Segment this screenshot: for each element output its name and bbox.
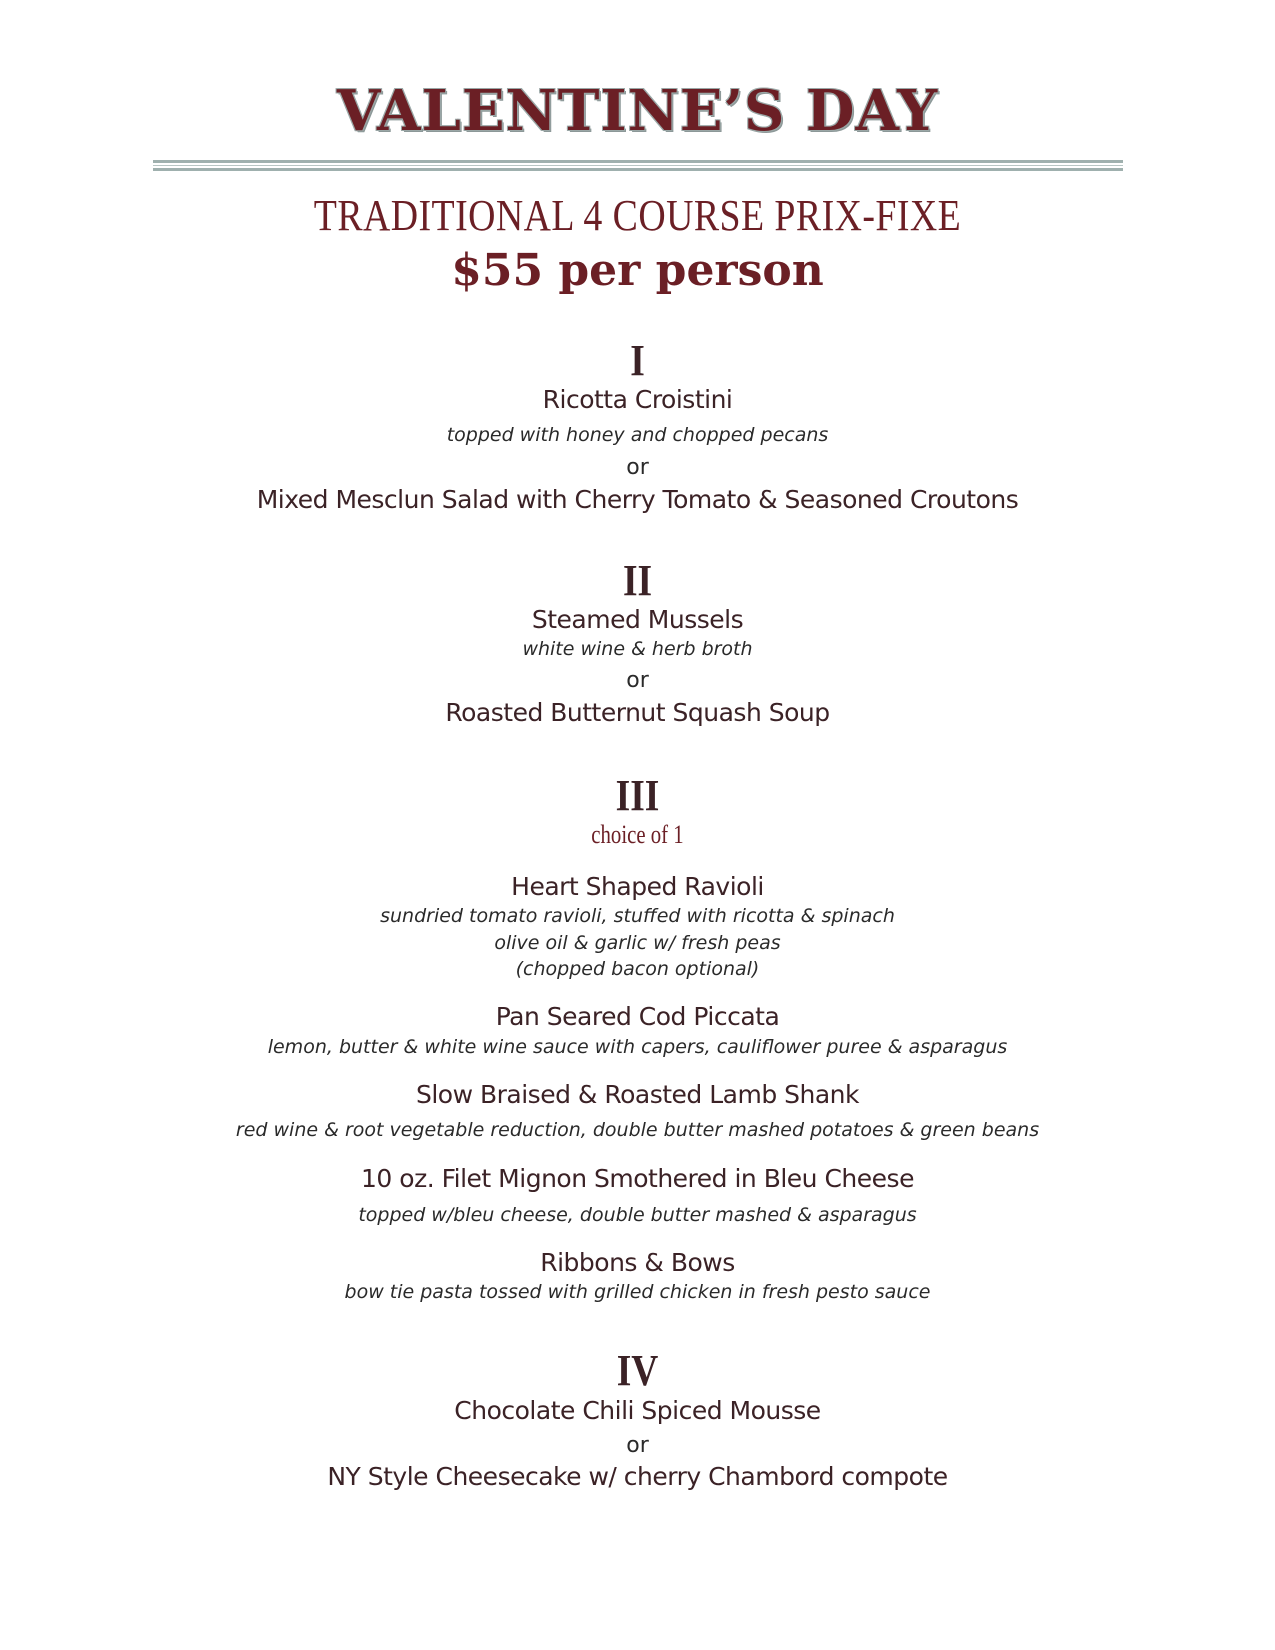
dish-name: Ribbons & Bows <box>540 1248 735 1277</box>
dish-name: Roasted Butternut Squash Soup <box>445 698 830 727</box>
or-separator: or <box>626 668 649 693</box>
menu-subtitle: TRADITIONAL 4 COURSE PRIX-FIXE <box>313 191 962 240</box>
page-title: VALENTINE’S DAY <box>336 78 939 144</box>
or-separator: or <box>626 1433 649 1458</box>
or-separator: or <box>626 455 649 480</box>
dish-name: Heart Shaped Ravioli <box>511 872 764 901</box>
dish-description: topped w/bleu cheese, double butter mashed & asparagus <box>358 1204 917 1226</box>
dish-description: white wine & herb broth <box>522 638 753 660</box>
dish-name: NY Style Cheesecake w/ cherry Chambord compote <box>327 1462 948 1491</box>
dish-description: olive oil & garlic w/ fresh peas <box>494 932 781 954</box>
course-numeral: III <box>615 771 660 820</box>
dish-description: sundried tomato ravioli, stuffed with ricotta & spinach <box>380 905 895 927</box>
dish-description: bow tie pasta tossed with grilled chicken in fresh pesto sauce <box>344 1281 931 1303</box>
dish-description: lemon, butter & white wine sauce with capers, cauliflower puree & asparagus <box>267 1036 1008 1058</box>
dish-name: Pan Seared Cod Piccata <box>495 1002 780 1031</box>
menu-price: $55 per person <box>451 245 824 296</box>
dish-name: 10 oz. Filet Mignon Smothered in Bleu Cheese <box>361 1164 914 1193</box>
dish-name: Chocolate Chili Spiced Mousse <box>454 1396 821 1425</box>
dish-name: Ricotta Croistini <box>542 385 733 414</box>
dish-name: Slow Braised & Roasted Lamb Shank <box>415 1080 860 1109</box>
dish-name: Steamed Mussels <box>531 605 744 634</box>
course-numeral: II <box>622 556 653 605</box>
dish-description: topped with honey and chopped pecans <box>446 424 829 446</box>
course-numeral: IV <box>616 1346 659 1395</box>
title-divider <box>153 160 1123 171</box>
dish-description: (chopped bacon optional) <box>515 958 760 980</box>
course-numeral: I <box>630 336 645 385</box>
course-note: choice of 1 <box>591 820 684 849</box>
dish-description: red wine & root vegetable reduction, double butter mashed potatoes & green beans <box>235 1119 1040 1141</box>
dish-name: Mixed Mesclun Salad with Cherry Tomato & Seasoned Croutons <box>256 485 1019 514</box>
